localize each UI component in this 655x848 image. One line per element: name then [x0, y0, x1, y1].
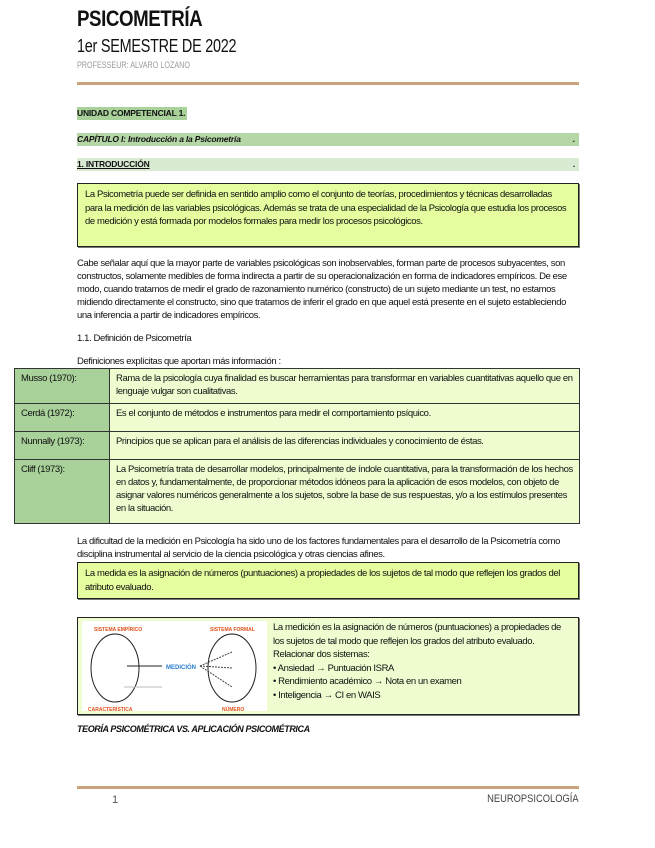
table-row [15, 460, 580, 524]
dot: . [572, 159, 575, 169]
diagram-label: NÚMERO [222, 707, 245, 713]
diagram-center-label: MEDICIÓN [166, 665, 196, 671]
table-row [15, 432, 580, 460]
footer-rule [77, 786, 579, 789]
measurement-text: La medición es la asignación de números (puntuaciones) a propiedades de los sujetos de tal modo que reflejen los grados del atributo evaluado. Relacionar dos sistemas: [273, 622, 561, 660]
intro-heading [77, 158, 579, 171]
list-item: • Rendimiento académico → Nota en un examen [273, 675, 574, 689]
semester: 1er SEMESTRE DE 2022 [77, 36, 237, 56]
footer-subject: NEUROPSICOLOGÍA [487, 793, 579, 805]
unit-heading: UNIDAD COMPETENCIAL 1. [77, 108, 186, 118]
table-row [15, 369, 580, 404]
list-item: • Ansiedad → Puntuación ISRA [273, 662, 574, 676]
measure-box: La medida es la asignación de números (puntuaciones) a propiedades de los sujetos de tal modo que reflejen los grados del atributo evaluado. [77, 562, 579, 599]
author-cell: Musso (1970): [15, 369, 110, 404]
header-rule [77, 82, 579, 85]
definitions-intro: Definiciones explícitas que aportan más información : [77, 356, 281, 367]
definition-box: La Psicometría puede ser definida en sentido amplio como el conjunto de teorías, procedimientos y técnicas desarrolladas para la medición de las variables psicológicas. Además se trata de una especialidad de la Psicología que estudia los procesos de medición y está formada por modelos formales para medir los procesos psicológicos. [77, 183, 579, 247]
intro-label: 1. INTRODUCCIÓN [77, 159, 150, 169]
unit-heading-row [77, 107, 579, 120]
dot: . [572, 134, 575, 144]
diagram-label: SISTEMA FORMAL [210, 627, 255, 633]
diagram-label: SISTEMA EMPÍRICO [94, 627, 143, 633]
measurement-text-block [273, 621, 574, 711]
measurement-box [77, 617, 579, 715]
diagram-label: CARACTERÍSTICA [88, 707, 133, 713]
systems-list [273, 662, 574, 703]
definition-cell: La Psicometría trata de desarrollar modelos, principalmente de índole cuantitativa, para la transformación de los hechos en datos y, fundamentalmente, de proporcionar métodos idóneos para la aplicación de esos modelos, con objeto de asignar valores numéricos generalmente a los sujetos, sobre la base de sus respuestas, y/o a los estímulos presentes en la situación. [110, 460, 580, 524]
paragraph-difficulty: La dificultad de la medición en Psicología ha sido uno de los factores fundamentales para el desarrollo de la Psicometría como disciplina instrumental al servicio de la ciencia psicológica y otras ciencias afines. [77, 536, 560, 560]
subheading-definition: 1.1. Definición de Psicometría [77, 333, 192, 344]
author-cell: Nunnally (1973): [15, 432, 110, 460]
chapter-heading [77, 133, 579, 146]
definition-cell: Es el conjunto de métodos e instrumentos para medir el comportamiento psíquico. [110, 404, 580, 432]
author-cell: Cliff (1973): [15, 460, 110, 524]
document-title: PSICOMETRÍA [77, 6, 203, 31]
professor: PROFESSEUR: ALVARO LOZANO [77, 60, 190, 70]
author-cell: Cerdá (1972): [15, 404, 110, 432]
measurement-diagram [82, 621, 267, 711]
list-item: • Inteligencia → CI en WAIS [273, 689, 574, 703]
definition-cell: Rama de la psicología cuya finalidad es buscar herramientas para transformar en variables cuantitativas aquello que en lenguaje vulgar son cualitativas. [110, 369, 580, 404]
document-body [21, 107, 579, 736]
section-heading: TEORÍA PSICOMÉTRICA VS. APLICACIÓN PSICOMÉTRICA [77, 724, 310, 734]
definitions-table [14, 368, 580, 524]
chapter-label: CAPÍTULO I: Introducción a la Psicometría [77, 134, 241, 144]
page-number: 1 [112, 794, 119, 806]
paragraph-constructs: Cabe señalar aquí que la mayor parte de variables psicológicas son inobservables, forman parte de procesos subyacentes, son constructos, solamente medibles de forma indirecta a partir de su operacionalización en forma de indicadores empíricos. De ese modo, cuando tratamos de medir el grado de razonamiento numérico (constructo) de un sujeto mediante un test, no estamos midiendo directamente el constructo, sino que tratamos de inferir el grado en que aquel está presente en el sujeto estableciendo una inferencia a partir de indicadores empíricos. [77, 258, 567, 321]
table-row [15, 404, 580, 432]
definition-cell: Principios que se aplican para el análisis de las diferencias individuales y conocimiento de éstas. [110, 432, 580, 460]
